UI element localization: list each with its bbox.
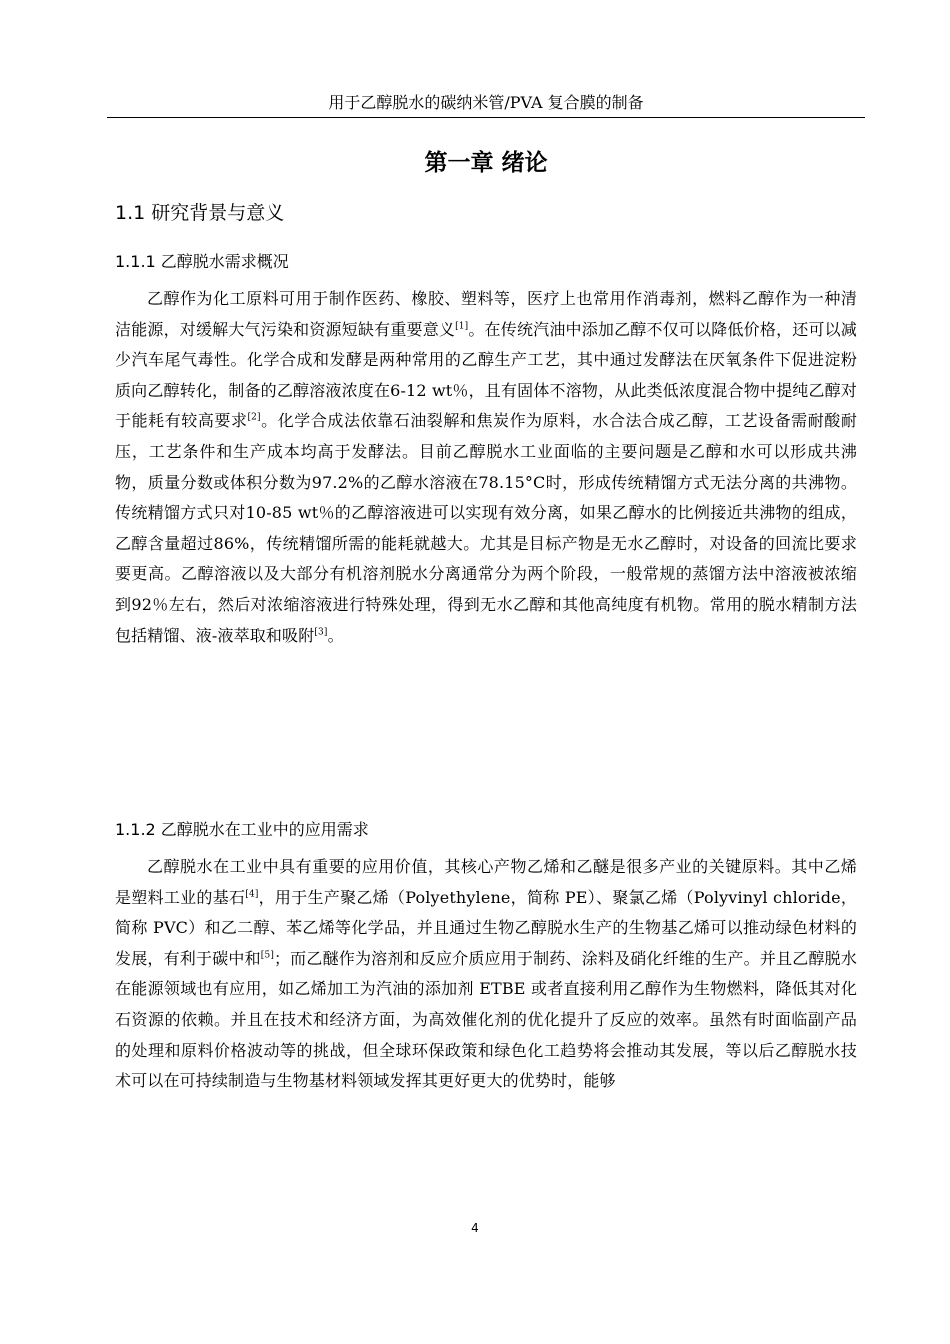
citation-ref-2: [2] [247,413,261,424]
paragraph-text: 。在传统汽油中添加乙醇不仅可以降低价格，还可以减少汽车尾气毒性。化学合成和发酵是两种常用的乙醇生产工艺，其中通过发酵法在厌氧条件下促进淀粉质向乙醇转化，制备的乙醇溶液浓度在6-12 wt％，且有固体不溶物，从此类低浓度混合物中提纯乙醇对于能耗有较高要求 [115,319,857,431]
paragraph-text: 。 [327,625,344,645]
paragraph-text: ，用于生产聚乙烯（Polyethylene，简称 PE）、聚氯乙烯（Polyvinyl chloride，简称 PVC）和乙二醇、苯乙烯等化学品，并且通过生物乙醇脱水生产的生物基乙烯可以推动绿色材料的发展，有利于碳中和 [115,887,858,968]
paragraph-text: 乙醇作为化工原料可用于制作医药、橡胶、塑料等，医疗上也常用作消毒剂，燃料乙醇作为一种清洁能源，对缓解大气污染和资源短缺有重要意义 [115,289,857,339]
paragraph-industrial-applications [115,852,857,1097]
citation-ref-4: [4] [245,889,259,900]
page-number: 4 [471,1221,479,1235]
citation-ref-1: [1] [455,321,469,332]
paragraph-text: ；而乙醚作为溶剂和反应介质应用于制药、涂料及硝化纤维的生产。并且乙醇脱水在能源领域也有应用，如乙烯加工为汽油的添加剂 ETBE 或者直接利用乙醇作为生物燃料，降低其对化石资源的依赖。并且在技术和经济方面，为高效催化剂的优化提升了反应的效率。虽然有时面临副产品的处理和原料价格波动等的挑战，但全球环保政策和绿色化工趋势将会推动其发展，等以后乙醇脱水技术可以在可持续制造与生物基材料领域发挥其更好更大的优势时，能够 [115,948,858,1091]
subsection-heading-1-1-2: 1.1.2 乙醇脱水在工业中的应用需求 [115,820,369,839]
citation-ref-3: [3] [314,627,328,638]
subsection-heading-1-1-1: 1.1.1 乙醇脱水需求概况 [115,252,289,271]
section-heading-1-1: 1.1 研究背景与意义 [115,202,285,224]
citation-ref-5: [5] [260,950,274,961]
paragraph-ethanol-dehydration-overview [115,284,857,651]
chapter-title: 第一章 绪论 [424,150,548,176]
header-rule [107,117,865,118]
paragraph-text: 乙醇脱水在工业中具有重要的应用价值，其核心产物乙烯和乙醚是很多产业的关键原料。其中乙烯是塑料工业的基石 [115,857,857,907]
running-header: 用于乙醇脱水的碳纳米管/PVA 复合膜的制备 [328,93,644,112]
paragraph-text: 。化学合成法依靠石油裂解和焦炭作为原料，水合法合成乙醇，工艺设备需耐酸耐压，工艺条件和生产成本均高于发酵法。目前乙醇脱水工业面临的主要问题是乙醇和水可以形成共沸物，质量分数或体积分数为97.2%的乙醇水溶液在78.15°C时，形成传统精馏方式无法分离的共沸物。传统精馏方式只对10-85 wt％的乙醇溶液进可以实现有效分离，如果乙醇水的比例接近共沸物的组成，乙醇含量超过86%，传统精馏所需的能耗就越大。尤其是目标产物是无水乙醇时，对设备的回流比要求要更高。乙醇溶液以及大部分有机溶剂脱水分离通常分为两个阶段，一般常规的蒸馏方法中溶液被浓缩到92％左右，然后对浓缩溶液进行特殊处理，得到无水乙醇和其他高纯度有机物。常用的脱水精制方法包括精馏、液-液萃取和吸附 [115,411,858,645]
